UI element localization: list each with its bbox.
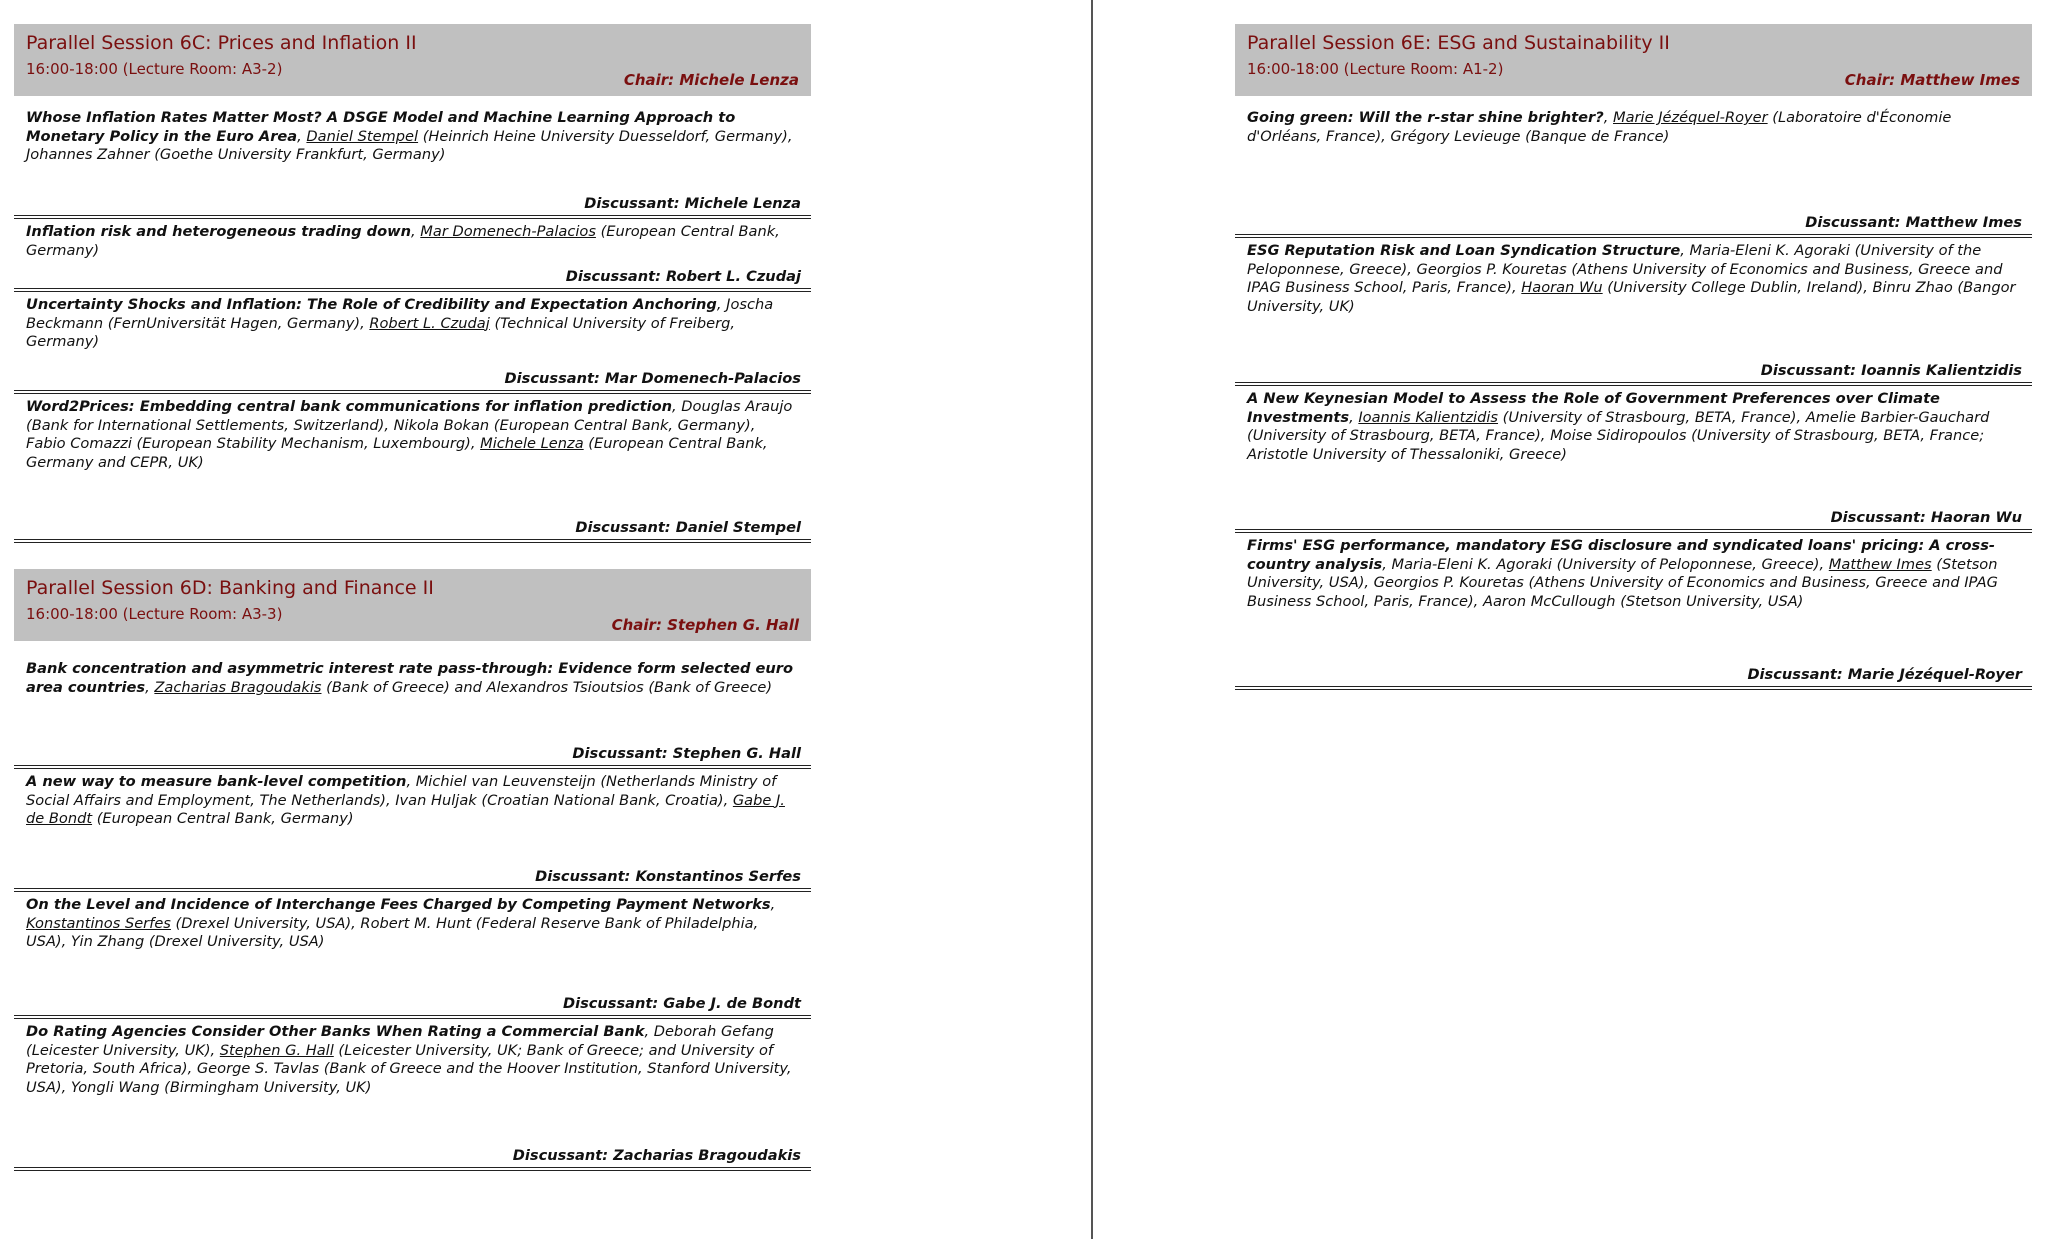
presenter-name: Robert L. Czudaj	[369, 314, 490, 332]
session-header	[14, 569, 811, 641]
paper-title: Whose Inflation Rates Matter Most? A DSGE Model and Machine Learning Approach to Monetary Policy in the Euro Area	[26, 109, 736, 145]
paper-authors-pre: , Maria-Eleni K. Agoraki (University of Peloponnese, Greece),	[1382, 555, 1829, 573]
presenter-name: Michele Lenza	[480, 435, 584, 452]
paper-authors-post: (University of Strasbourg, BETA, France), Amelie Barbier-Gauchard (University of Strasbourg, BETA, France), Moise Sidiropoulos (University of Strasbourg, BETA, France; Aristotle University of Thessaloniki, Greece)	[1247, 408, 1990, 463]
paper-title: Inflation risk and heterogeneous trading down	[26, 223, 411, 240]
discussant: Discussant: Konstantinos Serfes	[535, 868, 801, 885]
paper-entry	[14, 292, 811, 394]
session-chair: Chair: Matthew Imes	[1844, 71, 2020, 89]
presenter-name: Konstantinos Serfes	[26, 914, 171, 932]
paper-title: Firms' ESG performance, mandatory ESG disclosure and syndicated loans' pricing: A cross-country analysis	[1247, 537, 1995, 573]
paper-authors-pre: , Douglas Araujo (Bank for International Settlements, Switzerland), Nikola Bokan (European Central Bank, Germany), Fabio Comazzi (European Stability Mechanism, Luxembourg),	[26, 398, 793, 452]
paper-entry	[1235, 238, 2032, 386]
paper-text	[26, 296, 799, 352]
presenter-name: Haoran Wu	[1521, 279, 1603, 296]
discussant: Discussant: Zacharias Bragoudakis	[512, 1147, 801, 1164]
paper-text	[1247, 390, 2020, 464]
discussant: Discussant: Michele Lenza	[584, 195, 801, 212]
paper-title: Bank concentration and asymmetric interest rate pass-through: Evidence form selected euro area countries	[26, 660, 793, 696]
paper-title: A New Keynesian Model to Assess the Role of Government Preferences over Climate Investments	[1247, 390, 1940, 426]
presenter-name: Daniel Stempel	[306, 127, 419, 145]
session-time: 16:00-18:00 (Lecture Room: A1-2)	[1247, 60, 1504, 78]
discussant: Discussant: Daniel Stempel	[575, 519, 801, 536]
presenter-name: Zacharias Bragoudakis	[154, 678, 322, 696]
paper-title: Uncertainty Shocks and Inflation: The Role of Credibility and Expectation Anchoring	[26, 296, 717, 313]
paper-authors-pre: , Maria-Eleni K. Agoraki (University of the Peloponnese, Greece), Georgios P. Kouretas (Athens University of Economics and Business, Greece and IPAG Business School, Paris, France),	[1247, 242, 2003, 296]
session-chair: Chair: Michele Lenza	[623, 71, 799, 89]
discussant: Discussant: Stephen G. Hall	[572, 745, 801, 762]
session-title: Parallel Session 6C: Prices and Inflation II	[26, 32, 417, 54]
presenter-name: Mar Domenech-Palacios	[420, 223, 596, 240]
discussant: Discussant: Ioannis Kalientzidis	[1760, 362, 2022, 379]
paper-text	[26, 773, 799, 829]
column-divider	[1091, 0, 1093, 1239]
session-6e	[1235, 24, 2032, 690]
right-column	[1235, 24, 2032, 716]
paper-text	[26, 223, 799, 260]
paper-authors-post: (Drexel University, USA), Robert M. Hunt (Federal Reserve Bank of Philadelphia, USA), Yin Zhang (Drexel University, USA)	[26, 914, 759, 950]
paper-title: A new way to measure bank-level competition	[26, 773, 407, 790]
paper-authors-pre: ,	[411, 223, 421, 240]
paper-text	[26, 660, 799, 697]
paper-title: ESG Reputation Risk and Loan Syndication Structure	[1247, 242, 1681, 259]
paper-authors-pre: , Michiel van Leuvensteijn (Netherlands Ministry of Social Affairs and Employment, The Netherlands), Ivan Huljak (Croatian National Bank, Croatia),	[26, 773, 777, 809]
discussant: Discussant: Matthew Imes	[1805, 214, 2022, 231]
paper-text	[26, 109, 799, 165]
discussant: Discussant: Robert L. Czudaj	[565, 268, 801, 285]
paper-authors-post: (European Central Bank, Germany and CEPR, UK)	[26, 435, 768, 471]
paper-entry	[14, 769, 811, 892]
session-chair: Chair: Stephen G. Hall	[611, 616, 799, 634]
paper-authors-pre: ,	[1349, 408, 1359, 426]
discussant: Discussant: Gabe J. de Bondt	[562, 995, 801, 1012]
paper-text	[1247, 537, 2020, 611]
presenter-name: Stephen G. Hall	[219, 1041, 334, 1059]
paper-authors-post: (Leicester University, UK; Bank of Greece; and University of Pretoria, South Africa), George S. Tavlas (Bank of Greece and the Hoover Institution, Stanford University, USA), Yongli Wang (Birmingham University, UK)	[26, 1041, 792, 1096]
paper-text	[26, 896, 799, 952]
presenter-name: Ioannis Kalientzidis	[1358, 408, 1499, 426]
paper-title: Word2Prices: Embedding central bank communications for inflation prediction	[26, 398, 672, 415]
session-header	[14, 24, 811, 96]
paper-authors-pre: ,	[145, 678, 155, 696]
session-time: 16:00-18:00 (Lecture Room: A3-3)	[26, 605, 283, 623]
paper-authors-post: (University College Dublin, Ireland), Binru Zhao (Bangor University, UK)	[1247, 279, 2016, 315]
paper-title: Do Rating Agencies Consider Other Banks When Rating a Commercial Bank	[26, 1023, 645, 1040]
session-title: Parallel Session 6E: ESG and Sustainability II	[1247, 32, 1670, 54]
paper-title: Going green: Will the r-star shine brighter?	[1247, 109, 1604, 126]
paper-entry	[14, 394, 811, 543]
paper-authors-pre: ,	[297, 127, 307, 145]
paper-authors-post: (European Central Bank, Germany)	[92, 810, 354, 827]
paper-entry	[1235, 96, 2032, 238]
paper-authors-post: (Laboratoire d'Économie d'Orléans, France), Grégory Levieuge (Banque de France)	[1247, 109, 1952, 145]
paper-authors-post: (Technical University of Freiberg, Germany)	[26, 314, 736, 350]
paper-authors-pre: , Joscha Beckmann (FernUniversität Hagen, Germany),	[26, 296, 774, 332]
paper-authors-pre: ,	[770, 896, 776, 913]
paper-authors-pre: ,	[1603, 109, 1613, 126]
paper-authors-post: (Heinrich Heine University Duesseldorf, Germany), Johannes Zahner (Goethe University Frankfurt, Germany)	[26, 127, 793, 163]
paper-authors-post: (Bank of Greece) and Alexandros Tsioutsios (Bank of Greece)	[321, 678, 773, 696]
paper-authors-pre: , Deborah Gefang (Leicester University, UK),	[26, 1023, 774, 1059]
paper-entry	[14, 892, 811, 1019]
paper-text	[26, 398, 799, 472]
presenter-name: Matthew Imes	[1828, 555, 1932, 573]
discussant: Discussant: Marie Jézéquel-Royer	[1747, 666, 2022, 683]
paper-entry	[1235, 386, 2032, 533]
session-6c	[14, 24, 811, 543]
paper-entry	[14, 641, 811, 769]
paper-authors-post: (European Central Bank, Germany)	[26, 223, 780, 259]
session-title: Parallel Session 6D: Banking and Finance II	[26, 577, 434, 599]
paper-text	[26, 1023, 799, 1097]
paper-text	[1247, 242, 2020, 316]
presenter-name: Marie Jézéquel-Royer	[1613, 109, 1768, 126]
session-6d	[14, 569, 811, 1171]
left-column	[14, 24, 811, 1197]
discussant: Discussant: Mar Domenech-Palacios	[504, 370, 801, 387]
paper-entry	[1235, 533, 2032, 690]
discussant: Discussant: Haoran Wu	[1830, 509, 2022, 526]
session-header	[1235, 24, 2032, 96]
paper-entry	[14, 219, 811, 292]
paper-text	[1247, 109, 2020, 146]
paper-authors-post: (Stetson University, USA), Georgios P. Kouretas (Athens University of Economics and Business, Greece and IPAG Business School, Paris, France), Aaron McCullough (Stetson University, USA)	[1247, 555, 1998, 610]
paper-entry	[14, 1019, 811, 1171]
paper-entry	[14, 96, 811, 219]
session-time: 16:00-18:00 (Lecture Room: A3-2)	[26, 60, 283, 78]
paper-title: On the Level and Incidence of Interchange Fees Charged by Competing Payment Networks	[26, 896, 771, 913]
presenter-name: Gabe J. de Bondt	[26, 791, 785, 827]
